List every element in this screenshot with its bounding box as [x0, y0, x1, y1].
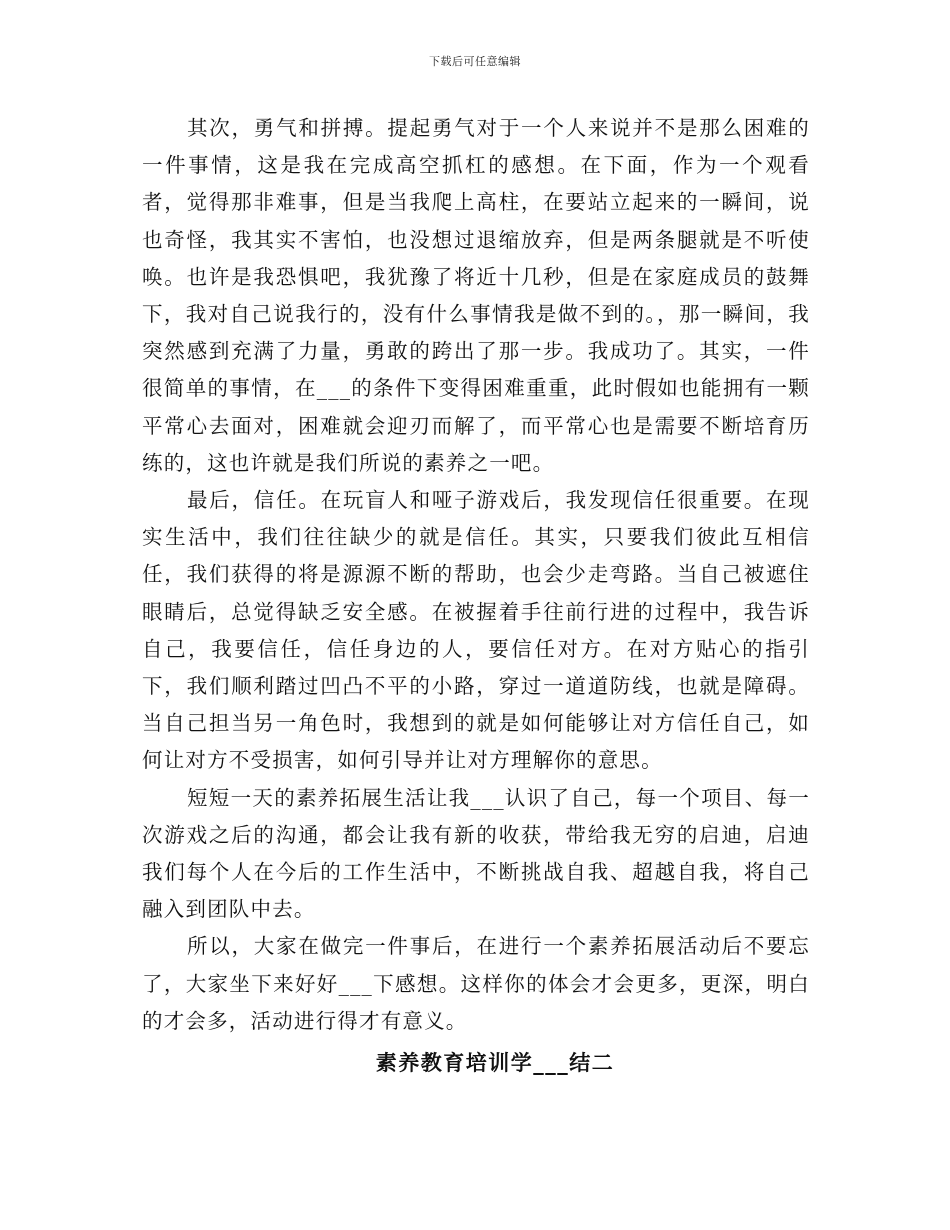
paragraph-conclusion: 所以，大家在做完一件事后，在进行一个素养拓展活动后不要忘了，大家坐下来好好___下感想。这样你的体会才会更多，更深，明白的才会多，活动进行得才有意义。	[142, 934, 810, 1033]
document-body	[142, 110, 810, 1040]
paragraph-summary: 短短一天的素养拓展生活让我___认识了自己，每一个项目、每一次游戏之后的沟通，都会让我有新的收获，带给我无穷的启迪，启迪我们每个人在今后的工作生活中，不断挑战自我、超越自我，将自己融入到团队中去。	[142, 785, 810, 922]
section-title: 素养教育培训学___结二	[375, 1050, 615, 1075]
paragraph-trust: 最后，信任。在玩盲人和哑子游戏后，我发现信任很重要。在现实生活中，我们往往缺少的就是信任。其实，只要我们彼此互相信任，我们获得的将是源源不断的帮助，也会少走弯路。当自己被遮住眼睛后，总觉得缺乏安全感。在被握着手往前行进的过程中，我告诉自己，我要信任，信任身边的人，要信任对方。在对方贴心的指引下，我们顺利踏过凹凸不平的小路，穿过一道道防线，也就是障碍。当自己担当另一角色时，我想到的就是如何能够让对方信任自己，如何让对方不受损害，如何引导并让对方理解你的意思。	[142, 488, 810, 773]
paragraph-courage: 其次，勇气和拼搏。提起勇气对于一个人来说并不是那么困难的一件事情，这是我在完成高空抓杠的感想。在下面，作为一个观看者，觉得那非难事，但是当我爬上高柱，在要站立起来的一瞬间，说也奇怪，我其实不害怕，也没想过退缩放弃，但是两条腿就是不听使唤。也许是我恐惧吧，我犹豫了将近十几秒，但是在家庭成员的鼓舞下，我对自己说我行的，没有什么事情我是做不到的。，那一瞬间，我突然感到充满了力量，勇敢的跨出了那一步。我成功了。其实，一件很简单的事情，在___的条件下变得困难重重，此时假如也能拥有一颗平常心去面对，困难就会迎刃而解了，而平常心也是需要不断培育历练的，这也许就是我们所说的素养之一吧。	[142, 116, 810, 475]
page-header: 下载后可任意编辑	[429, 55, 521, 68]
